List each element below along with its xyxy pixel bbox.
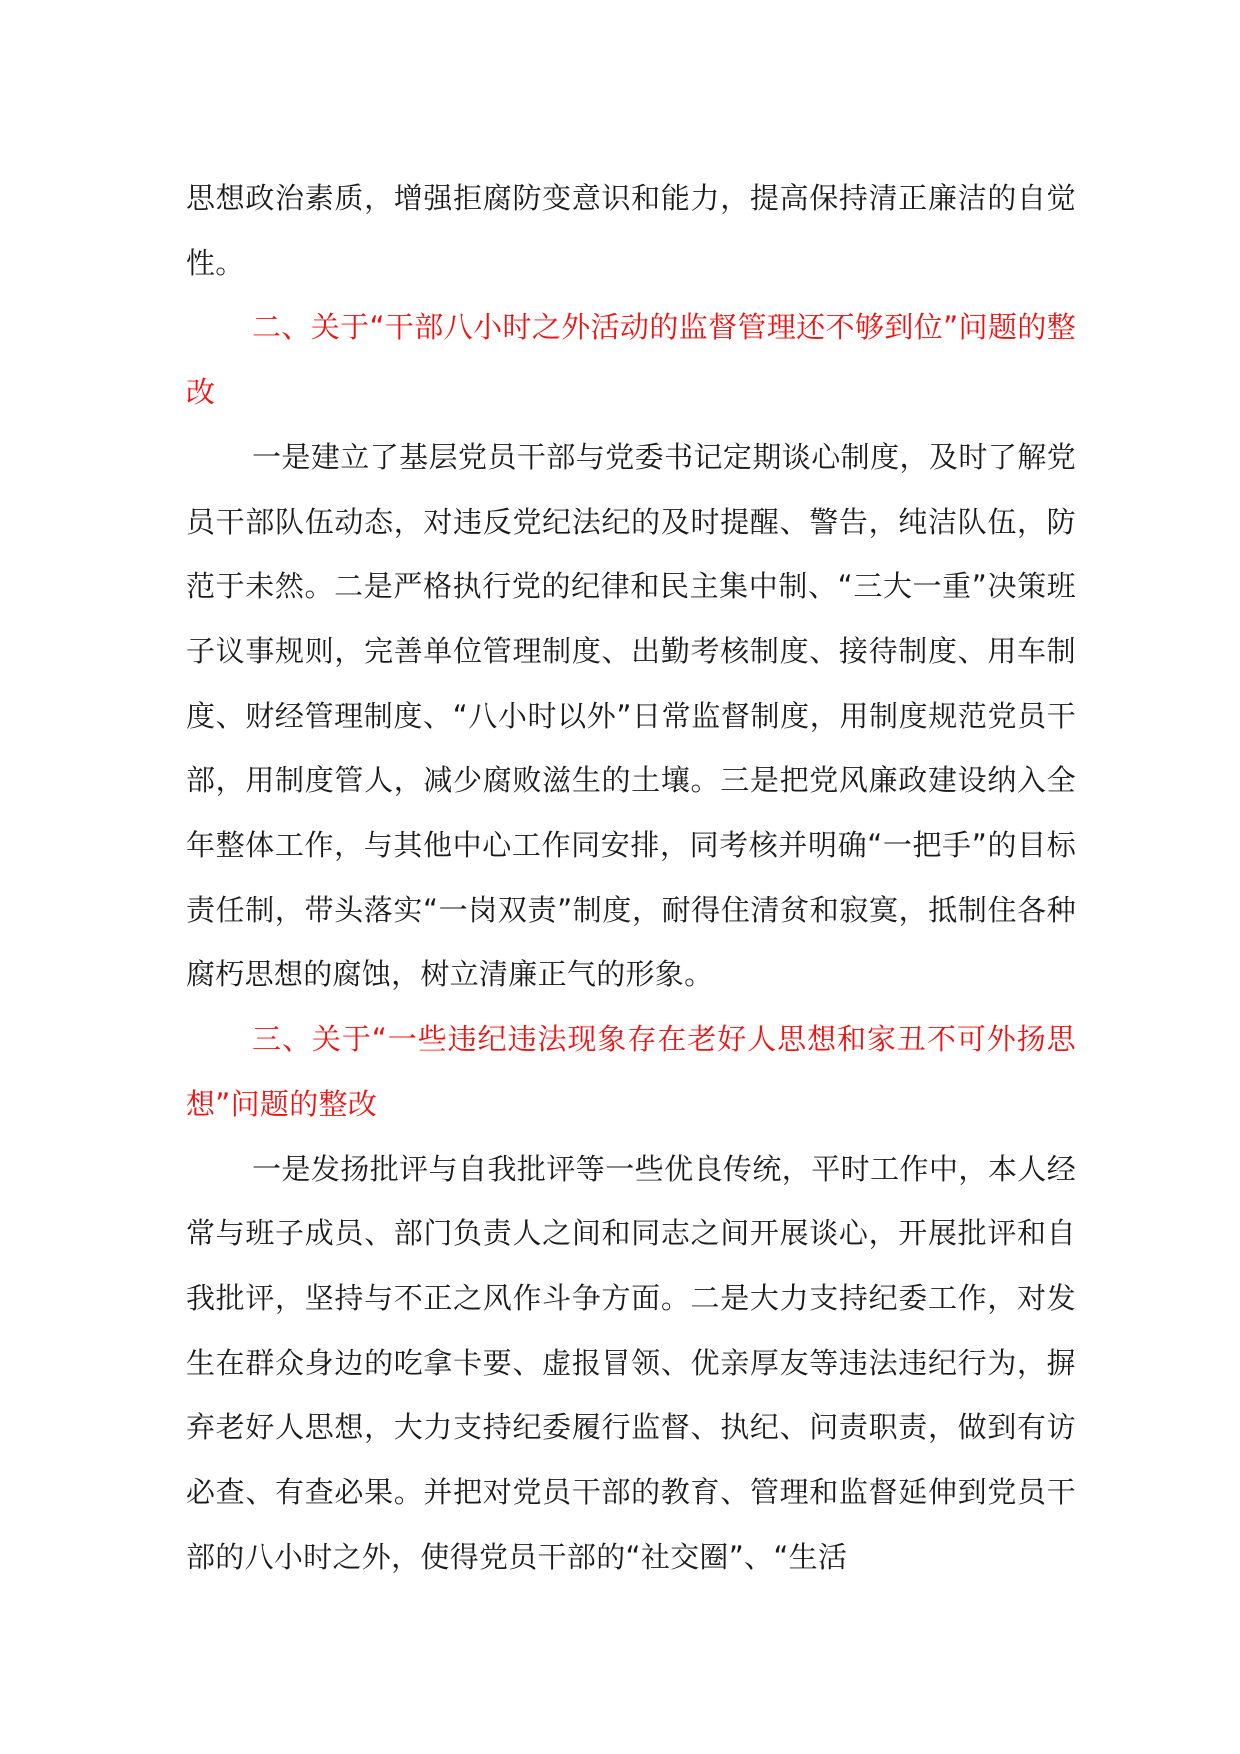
- section-heading-3: 三、关于“一些违纪违法现象存在老好人思想和家丑不可外扬思想”问题的整改: [186, 1022, 1076, 1121]
- paragraph-section-3-body: 一是发扬批评与自我批评等一些优良传统，平时工作中，本人经常与班子成员、部门负责人之间和同志之间开展谈心，开展批评和自我批评，坚持与不正之风作斗争方面。二是大力支持纪委工作，对发生在群众身边的吃拿卡要、虚报冒领、优亲厚友等违法违纪行为，摒弃老好人思想，大力支持纪委履行监督、执纪、问责职责，做到有访必查、有查必果。并把对党员干部的教育、管理和监督延伸到党员干部的八小时之外，使得党员干部的“社交圈”、“生活: [186, 1151, 1076, 1574]
- paragraph-section-2-body: 一是建立了基层党员干部与党委书记定期谈心制度，及时了解党员干部队伍动态，对违反党纪法纪的及时提醒、警告，纯洁队伍，防范于未然。二是严格执行党的纪律和民主集中制、“三大一重”决策班子议事规则，完善单位管理制度、出勤考核制度、接待制度、用车制度、财经管理制度、“八小时以外”日常监督制度，用制度规范党员干部，用制度管人，减少腐败滋生的土壤。三是把党风廉政建设纳入全年整体工作，与其他中心工作同安排，同考核并明确“一把手”的目标责任制，带头落实“一岗双责”制度，耐得住清贫和寂寞，抵制住各种腐朽思想的腐蚀，树立清廉正气的形象。: [186, 439, 1076, 992]
- section-heading-2: 二、关于“干部八小时之外活动的监督管理还不够到位”问题的整改: [186, 310, 1076, 410]
- paragraph-continuation: 思想政治素质，增强拒腐防变意识和能力，提高保持清正廉洁的自觉性。: [186, 181, 1076, 280]
- document-body: [186, 166, 1076, 1589]
